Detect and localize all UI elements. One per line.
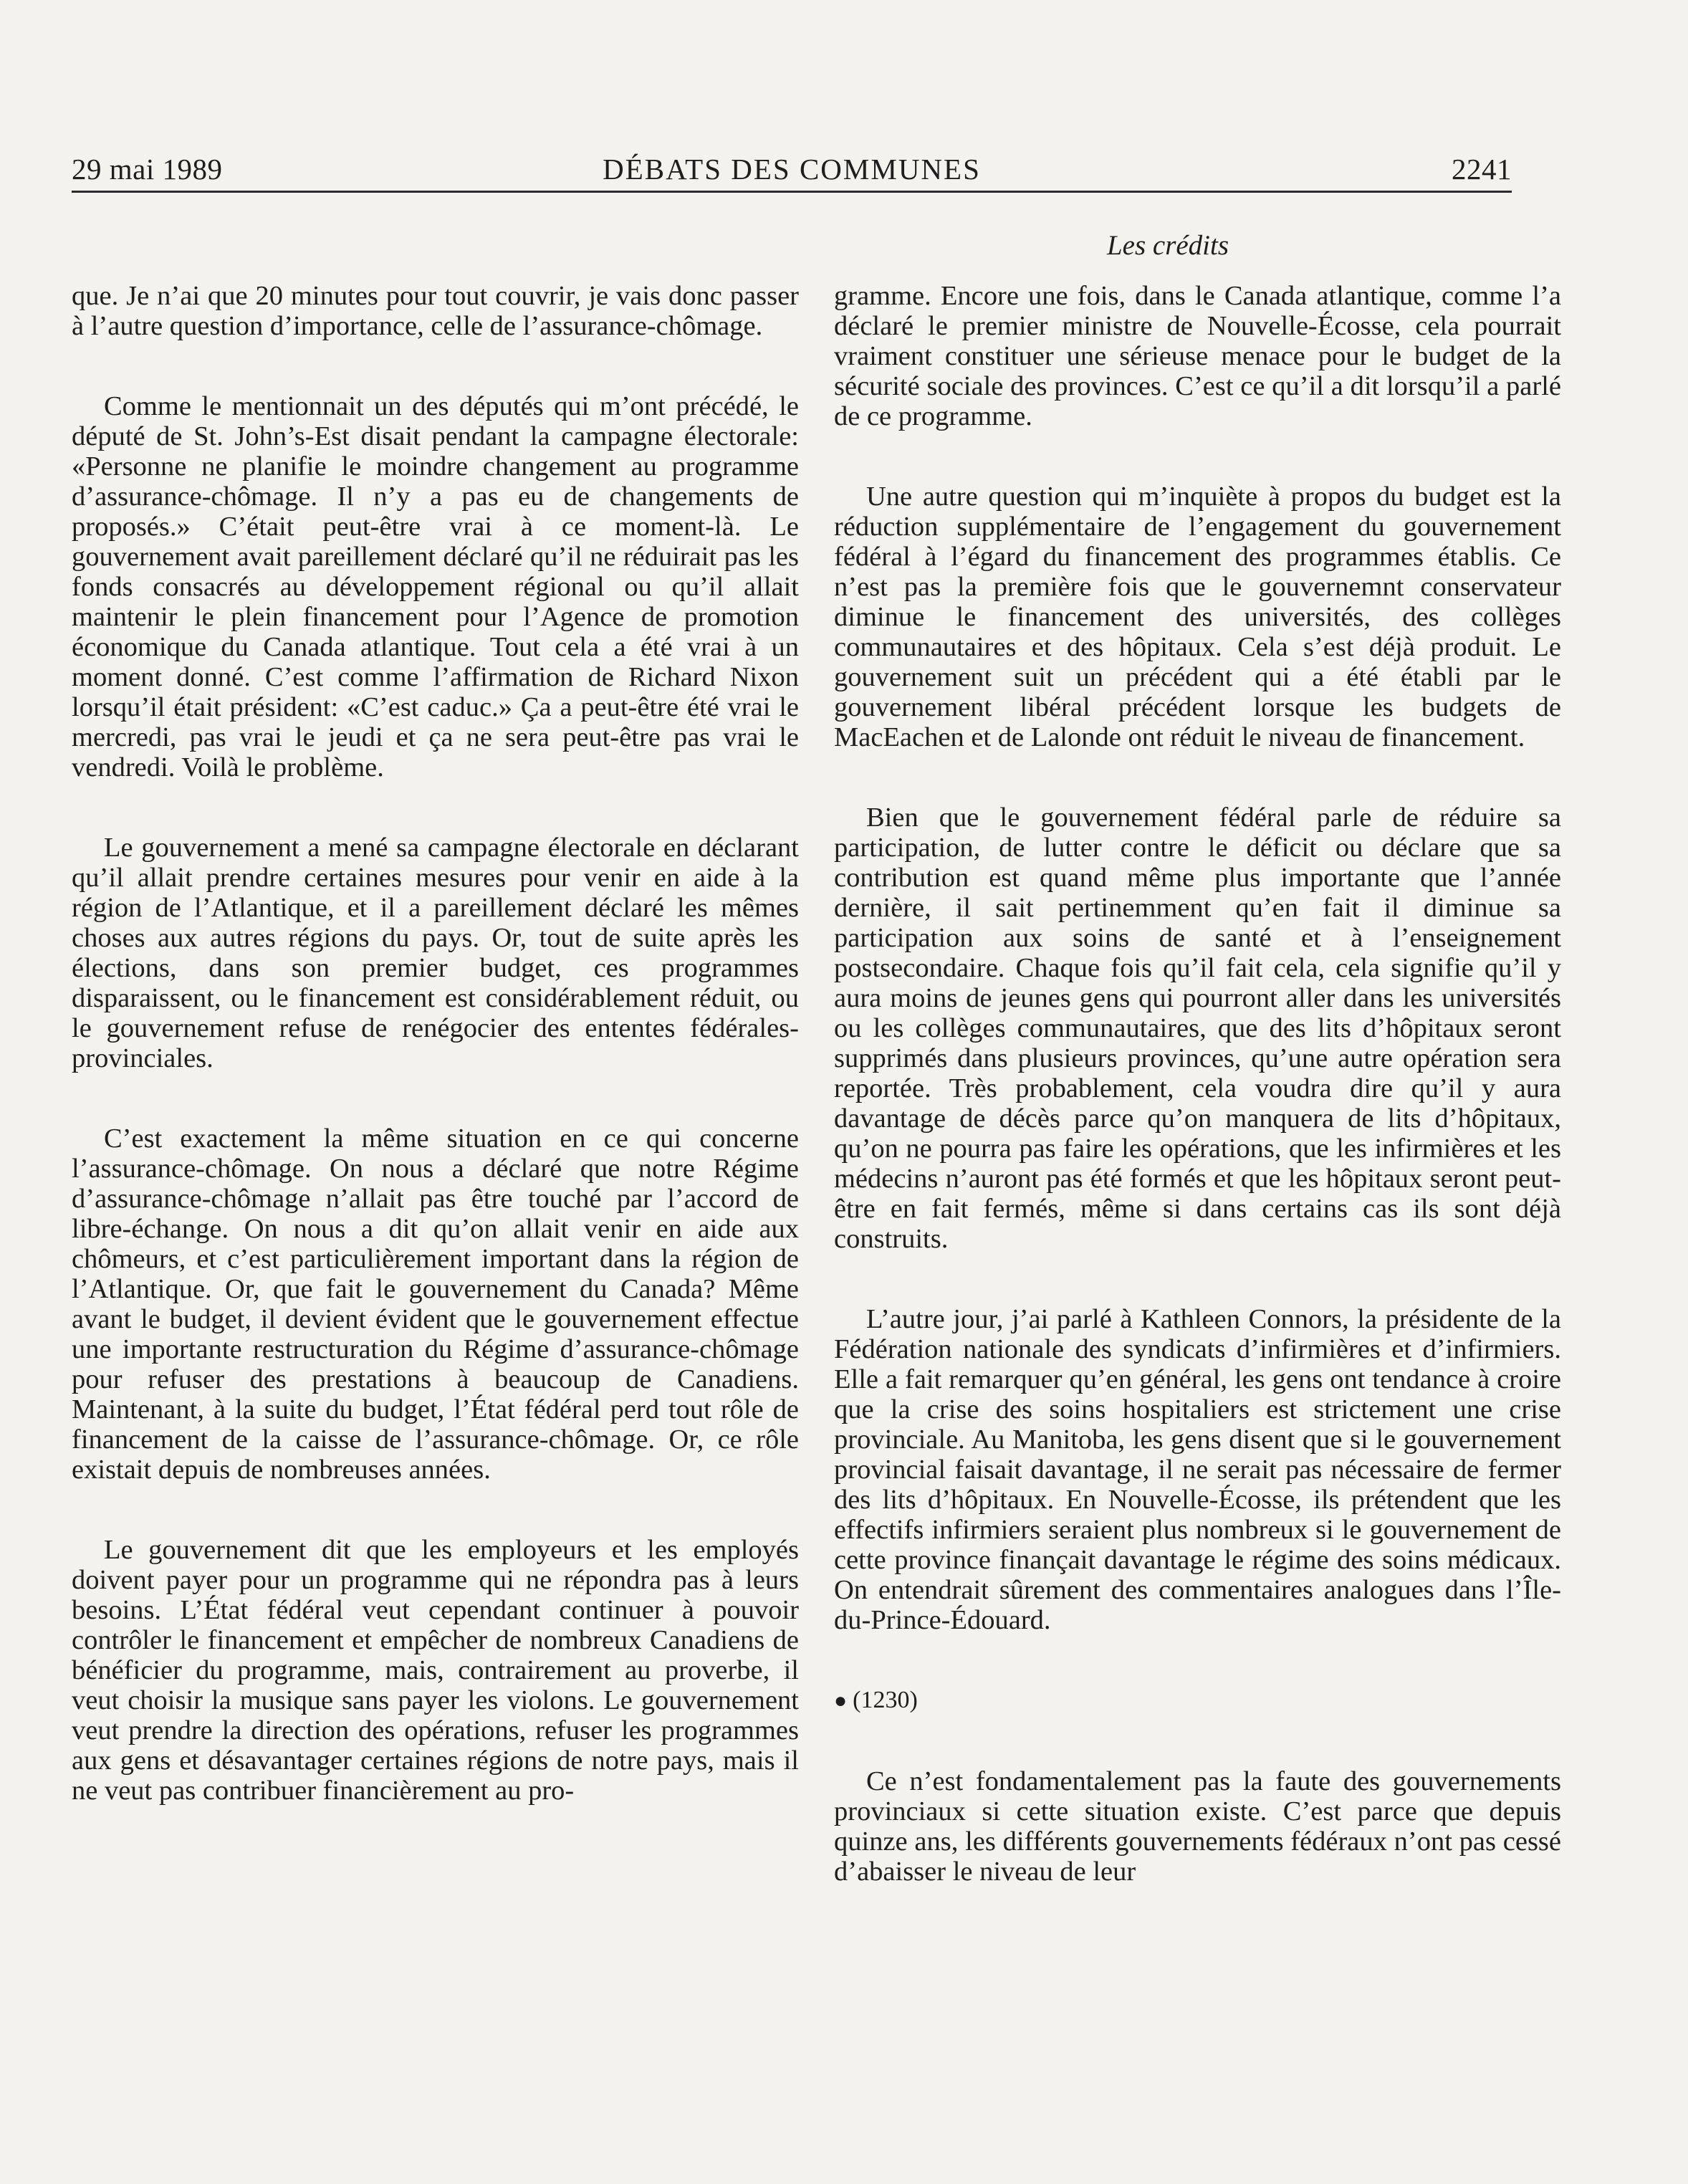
paragraph: que. Je n’ai que 20 minutes pour tout couvrir, je vais donc passer à l’autre question d’importance, celle de l’assurance-chômage. [72,281,799,341]
right-column [834,281,1561,1887]
header-date: 29 mai 1989 [72,153,223,186]
paragraph-gap [72,341,799,391]
paragraph: Comme le mentionnait un des députés qui m’ont précédé, le député de St. John’s-Est disait pendant la campagne électorale: «Personne ne planifie le moindre changement au programme d’assurance-chômage. Il n’y a pas eu de changements de proposés.» C’était peut-être vrai à ce moment-là. Le gouvernement avait pareillement déclaré qu’il ne réduirait pas les fonds consacrés au développement régional ou qu’il allait maintenir le plein financement pour l’Agence de promotion économique du Canada atlantique. Tout cela a été vrai à un moment donné. C’est comme l’affirmation de Richard Nixon lorsqu’il était président: «C’est caduc.» Ça a peut-être été vrai le mercredi, pas vrai le jeudi et ça ne sera peut-être pas vrai le vendredi. Voilà le problème. [72,391,799,782]
paragraph: Ce n’est fondamentalement pas la faute des gouvernements provinciaux si cette situation existe. C’est parce que depuis quinze ans, les différents gouvernements fédéraux n’ont pas cessé d’abaisser le niveau de leur [834,1766,1561,1887]
paragraph: gramme. Encore une fois, dans le Canada atlantique, comme l’a déclaré le premier ministre de Nouvelle-Écosse, cela pourrait vraiment constituer une sérieuse menace pour le budget de la sécurité sociale des provinces. C’est ce qu’il a dit lorsqu’il a parlé de ce programme. [834,281,1561,431]
paragraph: L’autre jour, j’ai parlé à Kathleen Connors, la présidente de la Fédération nationale des syndicats d’infirmières et d’infirmiers. Elle a fait remarquer qu’en général, les gens ont tendance à croire que la crise des soins hospitaliers est strictement une crise provinciale. Au Manitoba, les gens disent que si le gouvernement provincial faisait davantage, il ne serait pas nécessaire de fermer des lits d’hôpitaux. En Nouvelle-Écosse, ils prétendent que les effectifs infirmiers seraient plus nombreux si le gouvernement de cette province finançait davantage le régime des soins médicaux. On entendrait sûrement des commentaires analogues dans l’Île-du-Prince-Édouard. [834,1304,1561,1635]
paragraph-gap [72,1073,799,1124]
paragraph-gap [834,752,1561,803]
bullet-icon: ● [834,1689,848,1713]
paragraph: Le gouvernement a mené sa campagne électorale en déclarant qu’il allait prendre certaines mesures pour venir en aide à la région de l’Atlantique, et il a pareillement déclaré les mêmes choses aux autres régions du pays. Or, tout de suite après les élections, dans son premier budget, ces programmes disparaissent, ou le financement est considérablement réduit, ou le gouvernement refuse de renégocier des ententes fédérales-provinciales. [72,833,799,1073]
paragraph-gap [834,431,1561,482]
header-rule [72,191,1512,193]
paragraph-gap [834,1254,1561,1304]
section-title: Les crédits [1106,230,1229,261]
paragraph: C’est exactement la même situation en ce qui concerne l’assurance-chômage. On nous a déclaré que notre Régime d’assurance-chômage n’allait pas être touché par l’accord de libre-échange. On nous a dit qu’on allait venir en aide aux chômeurs, et c’est particulièrement important dans la région de l’Atlantique. Or, que fait le gouvernement du Canada? Même avant le budget, il devient évident que le gouvernement effectue une importante restructuration du Régime d’assurance-chômage pour refuser des prestations à beaucoup de Canadiens. Maintenant, à la suite du budget, l’État fédéral perd tout rôle de financement de la caisse de l’assurance-chômage. Or, ce rôle existait depuis de nombreuses années. [72,1124,799,1485]
running-header [72,152,1512,195]
paragraph: Bien que le gouvernement fédéral parle de réduire sa participation, de lutter contre le déficit ou déclare que sa contribution est quand même plus importante que l’année dernière, il sait pertinemment qu’en fait il diminue sa participation aux soins de santé et à l’enseignement postsecondaire. Chaque fois qu’il fait cela, cela signifie qu’il y aura moins de jeunes gens qui pourront aller dans les universités ou les collèges communautaires, que des lits d’hôpitaux seront supprimés dans plusieurs provinces, qu’une autre opération sera reportée. Très probablement, cela voudra dire qu’il y aura davantage de décès parce qu’on manquera de lits d’hôpitaux, qu’on ne pourra pas faire les opérations, que les infirmières et les médecins n’auront pas été formés et que les hôpitaux seront peut-être en fait fermés, même si dans certains cas ils sont déjà construits. [834,803,1561,1254]
header-page-number: 2241 [1452,153,1512,186]
time-marker [834,1685,1561,1716]
paragraph-gap [834,1716,1561,1766]
header-journal-title: DÉBATS DES COMMUNES [603,153,981,186]
time-marker-label: (1230) [853,1687,918,1713]
paragraph-gap [834,1635,1561,1685]
paragraph-gap [72,1485,799,1535]
left-column [72,281,799,1806]
paragraph: Le gouvernement dit que les employeurs et les employés doivent payer pour un programme qui ne répondra pas à leurs besoins. L’État fédéral veut cependant continuer à pouvoir contrôler le financement et empêcher de nombreux Canadiens de bénéficier du programme, mais, contrairement au proverbe, il veut choisir la musique sans payer les violons. Le gouvernement veut prendre la direction des opérations, refuser les programmes aux gens et désavantager certaines régions de notre pays, mais il ne veut pas contribuer financièrement au pro- [72,1535,799,1806]
paragraph-gap [72,782,799,833]
paragraph: Une autre question qui m’inquiète à propos du budget est la réduction supplémentaire de l’engagement du gouvernement fédéral à l’égard du financement des programmes établis. Ce n’est pas la première fois que le gouvernemnt conservateur diminue le financement des universités, des collèges communautaires et des hôpitaux. Cela s’est déjà produit. Le gouvernement suit un précédent qui a été établi par le gouvernement libéral précédent lorsque les budgets de MacEachen et de Lalonde ont réduit le niveau de financement. [834,482,1561,752]
